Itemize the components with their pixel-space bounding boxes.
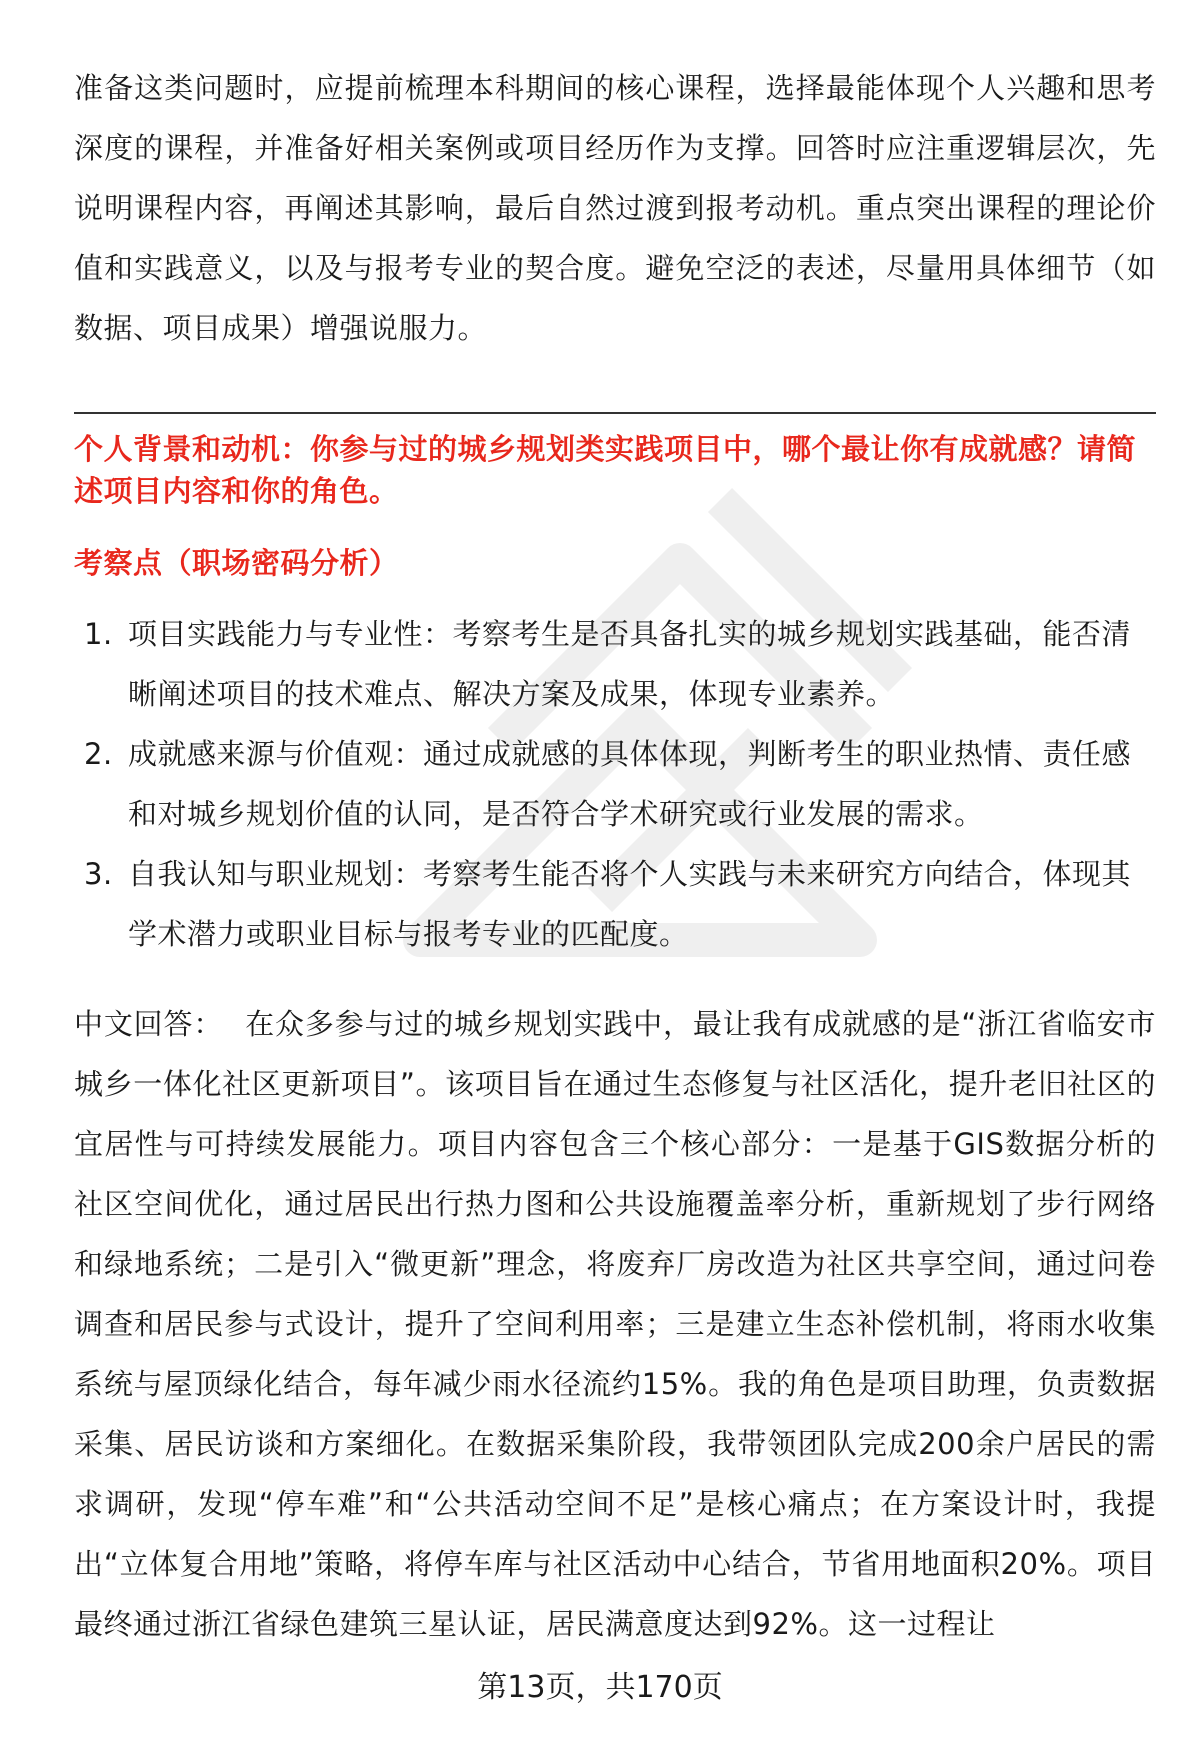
page-footer: 第13页，共170页 [477,1670,723,1705]
list-item-text: 自我认知与职业规划：考察考生能否将个人实践与未来研究方向结合，体现其学术潜力或职业目标与报考专业的匹配度。 [128,857,1132,951]
assessment-points-heading: 考察点（职场密码分析） [74,546,399,580]
section-divider [74,412,1156,414]
assessment-points-list [74,604,1156,964]
list-item-number: 2. [84,737,113,771]
list-item-text: 成就感来源与价值观：通过成就感的具体体现，判断考生的职业热情、责任感和对城乡规划价值的认同，是否符合学术研究或行业发展的需求。 [128,737,1132,831]
list-item-number: 1. [84,617,113,651]
question-heading: 个人背景和动机：你参与过的城乡规划类实践项目中，哪个最让你有成就感？请简述项目内容和你的角色。 [74,432,1137,508]
intro-paragraph: 准备这类问题时，应提前梳理本科期间的核心课程，选择最能体现个人兴趣和思考深度的课程，并准备好相关案例或项目经历作为支撑。回答时应注重逻辑层次，先说明课程内容，再阐述其影响，最后自然过渡到报考动机。重点突出课程的理论价值和实践意义，以及与报考专业的契合度。避免空泛的表述，尽量用具体细节（如数据、项目成果）增强说服力。 [74,71,1156,345]
answer-text: 在众多参与过的城乡规划实践中，最让我有成就感的是“浙江省临安市城乡一体化社区更新项目”。该项目旨在通过生态修复与社区活化，提升老旧社区的宜居性与可持续发展能力。项目内容包含三个核心部分：一是基于GIS数据分析的社区空间优化，通过居民出行热力图和公共设施覆盖率分析，重新规划了步行网络和绿地系统；二是引入“微更新”理念，将废弃厂房改造为社区共享空间，通过问卷调查和居民参与式设计，提升了空间利用率；三是建立生态补偿机制，将雨水收集系统与屋顶绿化结合，每年减少雨水径流约15%。我的角色是项目助理，负责数据采集、居民访谈和方案细化。在数据采集阶段，我带领团队完成200余户居民的需求调研，发现“停车难”和“公共活动空间不足”是核心痛点；在方案设计时，我提出“立体复合用地”策略，将停车库与社区活动中心结合，节省用地面积20%。项目最终通过浙江省绿色建筑三星认证，居民满意度达到92%。这一过程让 [74,1007,1156,1641]
answer-paragraph [74,994,1156,1654]
list-item [74,604,1156,724]
list-item [74,844,1156,964]
list-item-text: 项目实践能力与专业性：考察考生是否具备扎实的城乡规划实践基础，能否清晰阐述项目的技术难点、解决方案及成果，体现专业素养。 [128,617,1132,711]
list-item [74,724,1156,844]
answer-label: 中文回答： [74,1007,224,1041]
document-page [74,58,1156,1654]
list-item-number: 3. [84,857,113,891]
